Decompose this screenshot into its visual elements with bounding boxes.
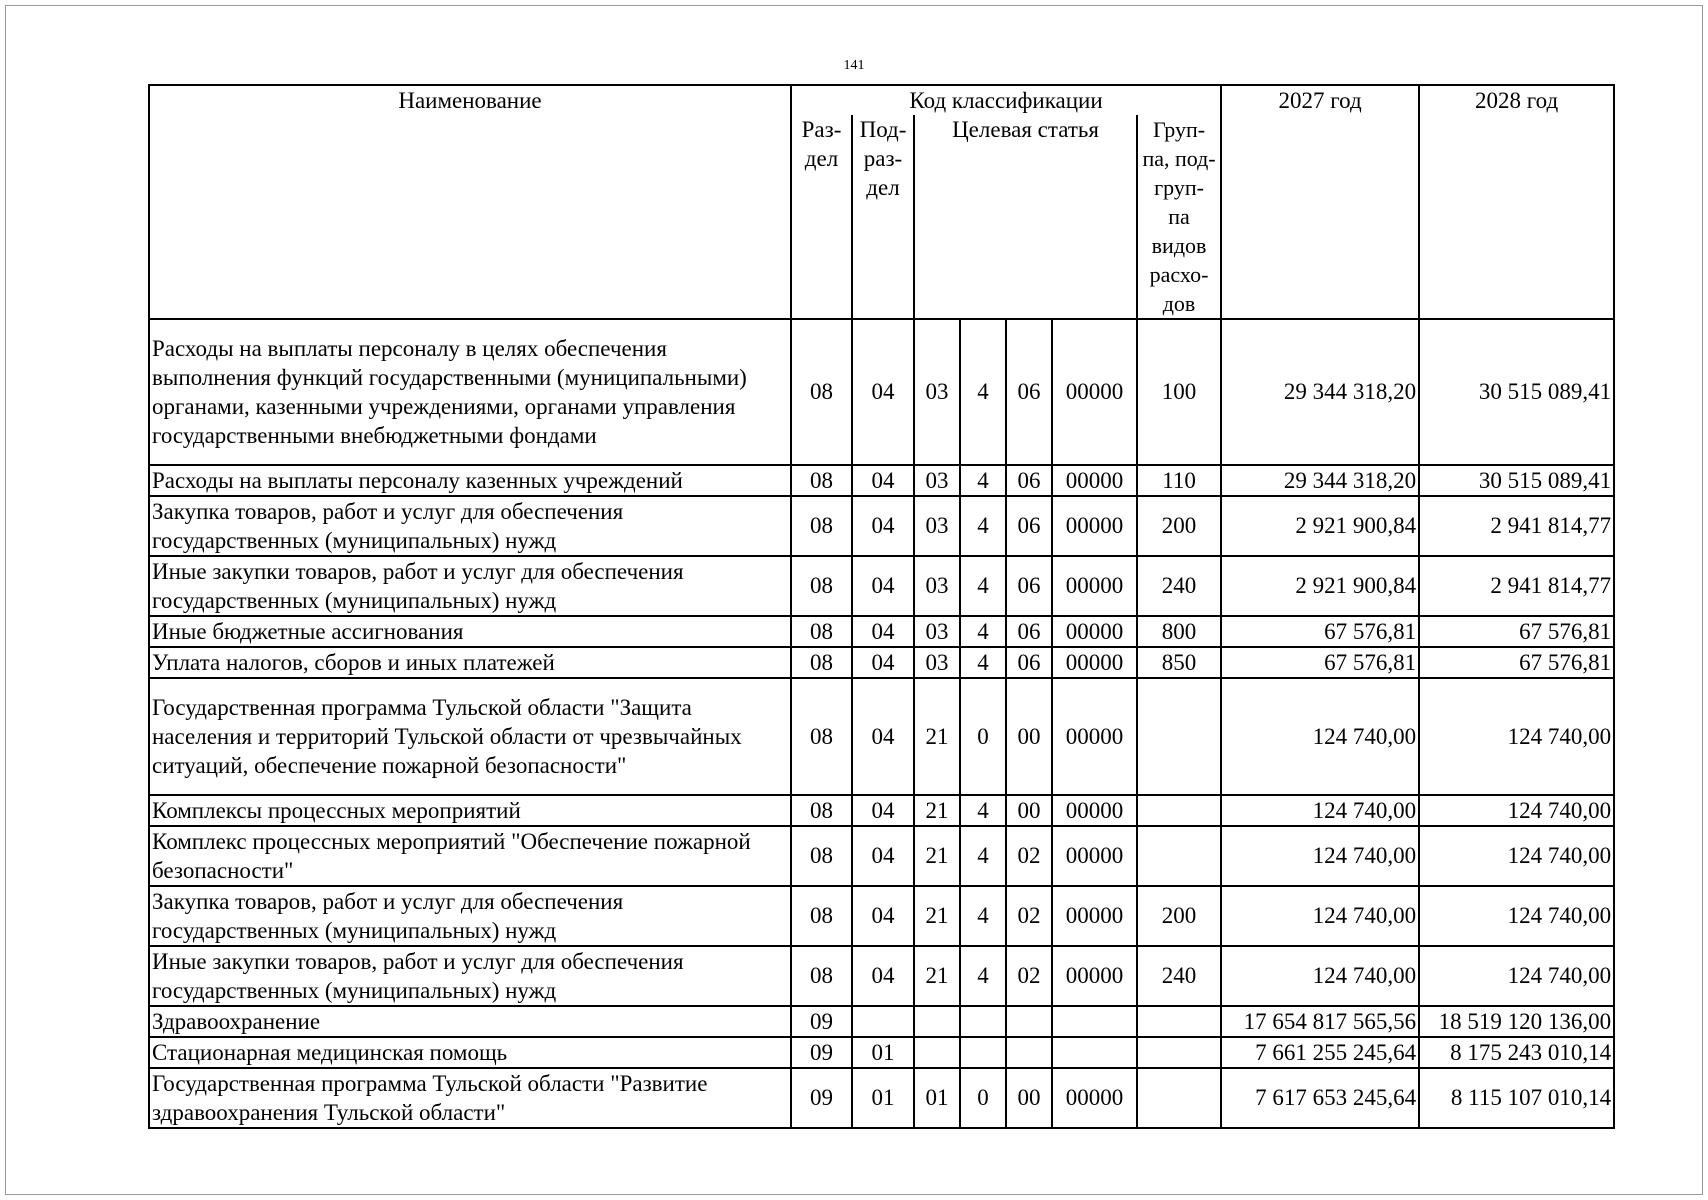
cell-podrazdel: 04 (852, 678, 914, 795)
cell-razdel: 08 (791, 616, 852, 647)
cell-amount-2027: 17 654 817 565,56 (1221, 1006, 1419, 1037)
cell-amount-2027: 7 661 255 245,64 (1221, 1037, 1419, 1068)
cell-razdel: 08 (791, 946, 852, 1006)
cell-amount-2027: 29 344 318,20 (1221, 465, 1419, 496)
cell-expense-group: 850 (1137, 647, 1221, 678)
header-target-article: Целевая статья (914, 115, 1137, 319)
cell-razdel: 08 (791, 647, 852, 678)
cell-podrazdel: 04 (852, 647, 914, 678)
cell-expense-group: 200 (1137, 886, 1221, 946)
cell-target-subprogram: 02 (1006, 946, 1052, 1006)
cell-expense-group (1137, 826, 1221, 886)
cell-target-direction: 00000 (1052, 795, 1137, 826)
cell-expense-group (1137, 678, 1221, 795)
cell-target-program: 03 (914, 496, 960, 556)
cell-expense-group: 200 (1137, 496, 1221, 556)
cell-razdel: 08 (791, 496, 852, 556)
cell-target-type: 4 (960, 826, 1006, 886)
cell-amount-2028: 124 740,00 (1419, 886, 1614, 946)
cell-podrazdel: 04 (852, 556, 914, 616)
cell-target-direction: 00000 (1052, 616, 1137, 647)
cell-target-subprogram: 02 (1006, 826, 1052, 886)
cell-amount-2027: 124 740,00 (1221, 886, 1419, 946)
cell-target-subprogram: 02 (1006, 886, 1052, 946)
cell-razdel: 08 (791, 886, 852, 946)
cell-target-subprogram: 06 (1006, 496, 1052, 556)
cell-target-type: 4 (960, 795, 1006, 826)
cell-target-direction: 00000 (1052, 826, 1137, 886)
cell-target-program: 03 (914, 647, 960, 678)
cell-target-program: 03 (914, 616, 960, 647)
cell-amount-2028: 67 576,81 (1419, 616, 1614, 647)
cell-target-program: 21 (914, 826, 960, 886)
cell-target-program: 21 (914, 886, 960, 946)
row-name: Закупка товаров, работ и услуг для обеспечения государственных (муниципальных) нужд (149, 886, 791, 946)
cell-target-type (960, 1037, 1006, 1068)
cell-podrazdel: 04 (852, 795, 914, 826)
cell-target-program: 01 (914, 1068, 960, 1128)
table-row (149, 795, 1614, 826)
header-expense-group: Груп- па, под- груп- па видов расхо- дов (1137, 115, 1221, 319)
budget-table (148, 84, 1615, 1129)
cell-target-type: 4 (960, 647, 1006, 678)
cell-target-type: 0 (960, 678, 1006, 795)
row-name: Закупка товаров, работ и услуг для обеспечения государственных (муниципальных) нужд (149, 496, 791, 556)
table-row (149, 946, 1614, 1006)
cell-target-type (960, 1006, 1006, 1037)
cell-expense-group: 240 (1137, 946, 1221, 1006)
cell-target-type: 4 (960, 465, 1006, 496)
cell-amount-2027: 124 740,00 (1221, 678, 1419, 795)
cell-razdel: 09 (791, 1006, 852, 1037)
cell-amount-2028: 124 740,00 (1419, 795, 1614, 826)
cell-target-program: 03 (914, 556, 960, 616)
table-row (149, 319, 1614, 465)
cell-podrazdel (852, 1006, 914, 1037)
header-year-2028: 2028 год (1419, 85, 1614, 319)
row-name: Стационарная медицинская помощь (149, 1037, 791, 1068)
cell-podrazdel: 04 (852, 319, 914, 465)
row-name: Расходы на выплаты персоналу казенных учреждений (149, 465, 791, 496)
cell-expense-group (1137, 1068, 1221, 1128)
row-name: Иные закупки товаров, работ и услуг для обеспечения государственных (муниципальных) нужд (149, 946, 791, 1006)
cell-razdel: 08 (791, 678, 852, 795)
cell-target-subprogram: 06 (1006, 556, 1052, 616)
cell-target-program (914, 1037, 960, 1068)
cell-target-direction (1052, 1037, 1137, 1068)
cell-amount-2028: 30 515 089,41 (1419, 465, 1614, 496)
row-name: Комплекс процессных мероприятий "Обеспечение пожарной безопасности" (149, 826, 791, 886)
cell-target-type: 4 (960, 496, 1006, 556)
cell-target-direction: 00000 (1052, 319, 1137, 465)
cell-target-type: 0 (960, 1068, 1006, 1128)
cell-razdel: 09 (791, 1037, 852, 1068)
cell-expense-group: 240 (1137, 556, 1221, 616)
cell-target-subprogram: 00 (1006, 1068, 1052, 1128)
header-code: Код классификации (791, 85, 1221, 115)
row-name: Государственная программа Тульской области "Защита населения и территорий Тульской области от чрезвычайных ситуаций, обеспечение пожарной безопасности" (149, 678, 791, 795)
cell-amount-2027: 67 576,81 (1221, 616, 1419, 647)
cell-target-program: 03 (914, 465, 960, 496)
cell-expense-group (1137, 1006, 1221, 1037)
cell-amount-2028: 2 941 814,77 (1419, 556, 1614, 616)
header-razdel: Раз- дел (791, 115, 852, 319)
row-name: Комплексы процессных мероприятий (149, 795, 791, 826)
cell-amount-2027: 124 740,00 (1221, 946, 1419, 1006)
cell-podrazdel: 01 (852, 1037, 914, 1068)
cell-expense-group: 110 (1137, 465, 1221, 496)
cell-expense-group: 100 (1137, 319, 1221, 465)
cell-podrazdel: 04 (852, 826, 914, 886)
cell-podrazdel: 04 (852, 616, 914, 647)
header-podrazdel: Под- раз- дел (852, 115, 914, 319)
cell-target-direction: 00000 (1052, 465, 1137, 496)
cell-podrazdel: 04 (852, 946, 914, 1006)
page-number: 141 (843, 58, 865, 73)
cell-target-direction: 00000 (1052, 946, 1137, 1006)
cell-podrazdel: 01 (852, 1068, 914, 1128)
cell-target-subprogram: 06 (1006, 616, 1052, 647)
cell-target-subprogram (1006, 1006, 1052, 1037)
cell-target-program: 21 (914, 678, 960, 795)
table-row (149, 1068, 1614, 1128)
cell-target-subprogram: 06 (1006, 319, 1052, 465)
row-name: Иные бюджетные ассигнования (149, 616, 791, 647)
row-name: Расходы на выплаты персоналу в целях обеспечения выполнения функций государственными (муниципальными) органами, казенными учреждениями, органами управления государственными внебюджетными фондами (149, 319, 791, 465)
cell-razdel: 08 (791, 319, 852, 465)
cell-target-direction: 00000 (1052, 886, 1137, 946)
cell-target-subprogram: 06 (1006, 465, 1052, 496)
cell-target-subprogram: 06 (1006, 647, 1052, 678)
cell-target-subprogram: 00 (1006, 795, 1052, 826)
cell-target-direction: 00000 (1052, 1068, 1137, 1128)
cell-target-direction: 00000 (1052, 496, 1137, 556)
cell-target-type: 4 (960, 556, 1006, 616)
cell-target-direction (1052, 1006, 1137, 1037)
row-name: Уплата налогов, сборов и иных платежей (149, 647, 791, 678)
cell-amount-2027: 124 740,00 (1221, 795, 1419, 826)
table-row (149, 826, 1614, 886)
cell-amount-2028: 2 941 814,77 (1419, 496, 1614, 556)
table-row (149, 465, 1614, 496)
cell-target-direction: 00000 (1052, 678, 1137, 795)
row-name: Иные закупки товаров, работ и услуг для обеспечения государственных (муниципальных) нужд (149, 556, 791, 616)
table-row (149, 1037, 1614, 1068)
cell-podrazdel: 04 (852, 465, 914, 496)
cell-razdel: 08 (791, 826, 852, 886)
table-row (149, 616, 1614, 647)
header-year-2027: 2027 год (1221, 85, 1419, 319)
cell-amount-2027: 124 740,00 (1221, 826, 1419, 886)
cell-target-type: 4 (960, 319, 1006, 465)
cell-amount-2028: 124 740,00 (1419, 946, 1614, 1006)
cell-amount-2027: 67 576,81 (1221, 647, 1419, 678)
cell-amount-2027: 29 344 318,20 (1221, 319, 1419, 465)
cell-amount-2028: 124 740,00 (1419, 826, 1614, 886)
table-body (149, 319, 1614, 1128)
cell-target-program: 03 (914, 319, 960, 465)
row-name: Государственная программа Тульской области "Развитие здравоохранения Тульской области" (149, 1068, 791, 1128)
cell-target-type: 4 (960, 616, 1006, 647)
cell-amount-2028: 8 175 243 010,14 (1419, 1037, 1614, 1068)
cell-target-program (914, 1006, 960, 1037)
cell-amount-2027: 2 921 900,84 (1221, 556, 1419, 616)
table-row (149, 496, 1614, 556)
cell-target-program: 21 (914, 946, 960, 1006)
cell-amount-2027: 7 617 653 245,64 (1221, 1068, 1419, 1128)
cell-target-subprogram: 00 (1006, 678, 1052, 795)
cell-expense-group (1137, 1037, 1221, 1068)
cell-target-type: 4 (960, 946, 1006, 1006)
row-name: Здравоохранение (149, 1006, 791, 1037)
table-row (149, 886, 1614, 946)
cell-target-direction: 00000 (1052, 556, 1137, 616)
cell-target-type: 4 (960, 886, 1006, 946)
table-row (149, 1006, 1614, 1037)
cell-target-direction: 00000 (1052, 647, 1137, 678)
cell-expense-group: 800 (1137, 616, 1221, 647)
cell-amount-2028: 67 576,81 (1419, 647, 1614, 678)
cell-amount-2027: 2 921 900,84 (1221, 496, 1419, 556)
cell-expense-group (1137, 795, 1221, 826)
cell-razdel: 09 (791, 1068, 852, 1128)
table-row (149, 556, 1614, 616)
table-row (149, 678, 1614, 795)
table-row (149, 647, 1614, 678)
cell-amount-2028: 8 115 107 010,14 (1419, 1068, 1614, 1128)
cell-razdel: 08 (791, 465, 852, 496)
header-name: Наименование (149, 85, 791, 319)
cell-podrazdel: 04 (852, 886, 914, 946)
cell-target-program: 21 (914, 795, 960, 826)
cell-razdel: 08 (791, 556, 852, 616)
cell-amount-2028: 124 740,00 (1419, 678, 1614, 795)
cell-podrazdel: 04 (852, 496, 914, 556)
cell-razdel: 08 (791, 795, 852, 826)
cell-amount-2028: 18 519 120 136,00 (1419, 1006, 1614, 1037)
cell-amount-2028: 30 515 089,41 (1419, 319, 1614, 465)
cell-target-subprogram (1006, 1037, 1052, 1068)
